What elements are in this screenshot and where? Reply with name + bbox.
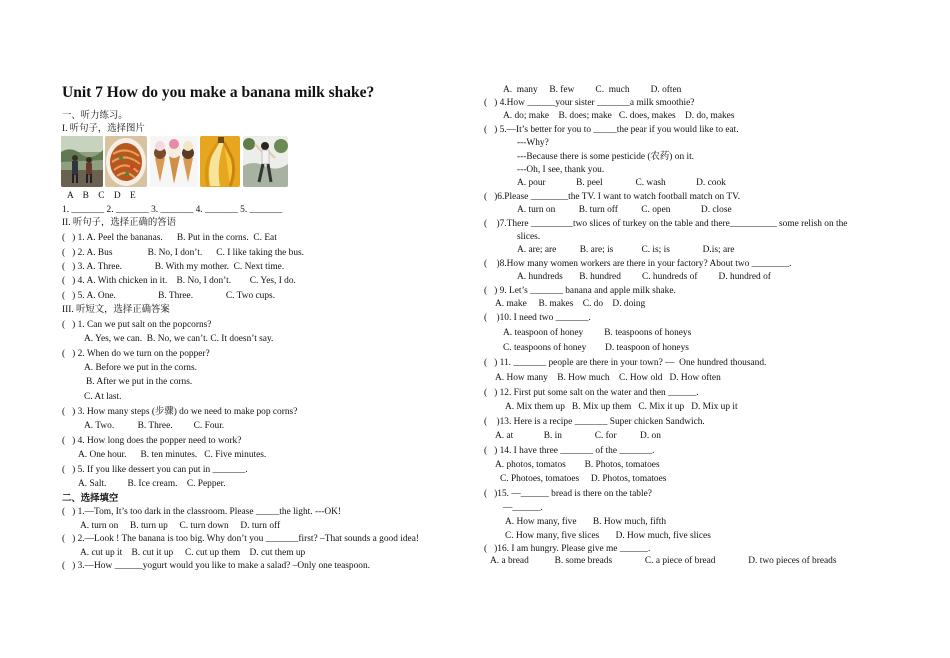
document-title: Unit 7 How do you make a banana milk shake?	[62, 84, 375, 101]
right-line-29: ( )15. —______ bread is there on the table?	[484, 489, 652, 499]
right-line-1: ( ) 4.How ______your sister _______a milk smoothie?	[484, 98, 695, 108]
right-line-12: A. are; are B. are; is C. is; is D.is; are	[517, 245, 735, 255]
left-line-3: 1. _______ 2. _______ 3. _______ 4. _______ 5. _______	[62, 205, 283, 215]
right-line-4: ---Why?	[517, 138, 549, 148]
right-line-7: A. pour B. peel C. wash D. cook	[517, 178, 726, 188]
left-line-7: ( ) 3. A. Three. B. With my mother. C. Next time.	[62, 262, 285, 272]
right-line-14: A. hundreds B. hundred C. hundreds of D. hundred of	[517, 272, 771, 282]
right-line-33: ( )16. I am hungry. Please give me ______.	[484, 544, 651, 554]
left-line-2: A B C D E	[67, 191, 136, 201]
left-line-18: A. Two. B. Three. C. Four.	[84, 421, 225, 431]
left-line-0: 一、听力练习。	[62, 111, 128, 121]
left-line-6: ( ) 2. A. Bus B. No, I don’t. C. I like taking the bus.	[62, 248, 305, 258]
left-line-16: C. At last.	[84, 392, 122, 402]
right-line-32: C. How many, five slices D. How much, five slices	[505, 531, 711, 541]
left-line-10: III. 听短文，选择正确答案	[62, 305, 170, 315]
left-line-12: A. Yes, we can. B. No, we can’t. C. It doesn’t say.	[84, 334, 274, 344]
right-line-0: A. many B. few C. much D. often	[503, 85, 682, 95]
right-line-16: A. make B. makes C. do D. doing	[495, 299, 646, 309]
right-line-8: ( )6.Please ________the TV. I want to watch football match on TV.	[484, 192, 741, 202]
left-line-20: A. One hour. B. ten minutes. C. Five minutes.	[78, 450, 267, 460]
right-line-26: ( ) 14. I have three _______ of the _______.	[484, 446, 655, 456]
left-line-15: B. After we put in the corns.	[86, 377, 193, 387]
right-line-13: ( )8.How many women workers are there in your factory? About two ________.	[484, 259, 792, 269]
right-line-25: A. at B. in C. for D. on	[495, 431, 661, 441]
left-line-25: A. turn on B. turn up C. turn down D. turn off	[80, 521, 281, 531]
right-line-18: A. teaspoon of honey B. teaspoons of honeys	[503, 328, 692, 338]
right-line-30: —______.	[503, 503, 543, 513]
left-line-21: ( ) 5. If you like dessert you can put in _______.	[62, 465, 248, 475]
right-line-5: ---Because there is some pesticide (农药) on it.	[517, 152, 695, 162]
right-line-11: slices.	[517, 232, 541, 242]
left-line-8: ( ) 4. A. With chicken in it. B. No, I don’t. C. Yes, I do.	[62, 276, 296, 286]
right-line-19: C. teaspoons of honey D. teaspoon of honeys	[503, 343, 689, 353]
left-line-13: ( ) 2. When do we turn on the popper?	[62, 349, 210, 359]
left-line-5: ( ) 1. A. Peel the bananas. B. Put in the corns. C. Eat	[62, 233, 277, 243]
right-line-6: ---Oh, I see, thank you.	[517, 165, 605, 175]
left-line-23: 二、选择填空	[62, 494, 119, 504]
left-line-19: ( ) 4. How long does the popper need to work?	[62, 436, 242, 446]
right-line-3: ( ) 5.—It’s better for you to _____the pear if you would like to eat.	[484, 125, 739, 135]
left-line-17: ( ) 3. How many steps (步骤) do we need to make pop corns?	[62, 407, 298, 417]
right-line-22: ( ) 12. First put some salt on the water and then ______.	[484, 388, 699, 398]
right-line-15: ( ) 9. Let’s _______ banana and apple milk shake.	[484, 286, 676, 296]
right-line-9: A. turn on B. turn off C. open D. close	[517, 205, 732, 215]
right-line-21: A. How many B. How much C. How old D. How often	[495, 373, 721, 383]
left-line-27: A. cut up it B. cut it up C. cut up them D. cut them up	[80, 548, 306, 558]
left-line-1: I. 听句子，选择图片	[62, 124, 145, 134]
right-line-2: A. do; make B. does; make C. does, makes D. do, makes	[503, 111, 735, 121]
right-line-27: A. photos, tomatos B. Photos, tomatoes	[495, 460, 660, 470]
left-line-24: ( ) 1.—Tom, It’s too dark in the classroom. Please _____the light. ---OK!	[62, 507, 341, 517]
left-line-26: ( ) 2.—Look ! The banana is too big. Why don’t you _______first? –That sounds a good idea!	[62, 534, 419, 544]
right-line-20: ( ) 11. _______ people are there in your town? — One hundred thousand.	[484, 358, 767, 368]
right-line-10: ( )7.There _________two slices of turkey on the table and there__________ some relish on the	[484, 219, 848, 229]
left-line-11: ( ) 1. Can we put salt on the popcorns?	[62, 320, 212, 330]
left-line-22: A. Salt. B. Ice cream. C. Pepper.	[78, 479, 226, 489]
right-line-28: C. Photoes, tomatoes D. Photos, tomatoes	[500, 474, 667, 484]
left-line-14: A. Before we put in the corns.	[84, 363, 197, 373]
right-line-24: ( )13. Here is a recipe _______ Super chicken Sandwich.	[484, 417, 705, 427]
left-line-28: ( ) 3.—How ______yogurt would you like to make a salad? –Only one teaspoon.	[62, 561, 371, 571]
right-line-23: A. Mix them up B. Mix up them C. Mix it up D. Mix up it	[505, 402, 738, 412]
left-line-9: ( ) 5. A. One. B. Three. C. Two cups.	[62, 291, 276, 301]
right-line-17: ( )10. I need two _______.	[484, 313, 591, 323]
right-line-31: A. How many, five B. How much, fifth	[505, 517, 667, 527]
right-line-34: A. a bread B. some breads C. a piece of bread D. two pieces of breads	[490, 556, 837, 566]
left-line-4: II. 听句子，选择正确的答语	[62, 218, 177, 228]
